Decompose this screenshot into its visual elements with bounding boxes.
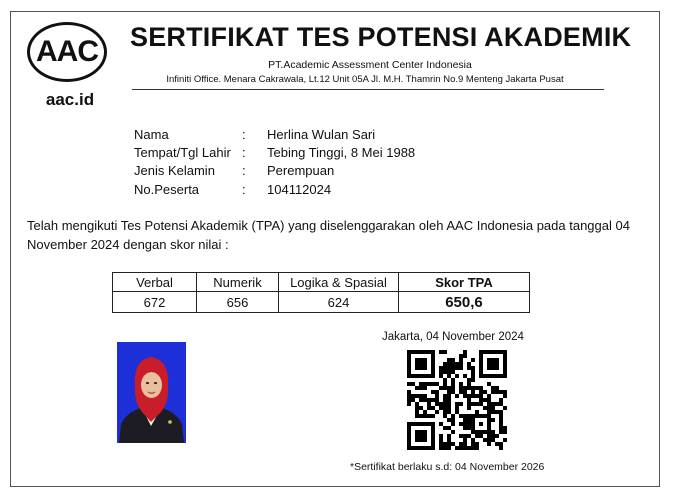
score-table: [112, 272, 530, 313]
info-separator: :: [242, 126, 246, 142]
header-skor-tpa: Skor TPA: [399, 273, 530, 292]
validity-note: *Sertifikat berlaku s.d: 04 November 2026: [350, 461, 545, 473]
info-row-participant-number: [134, 180, 415, 198]
info-separator: :: [242, 144, 246, 160]
certificate-title: SERTIFIKAT TES POTENSI AKADEMIK: [130, 22, 632, 52]
value-skor-tpa: 650,6: [399, 292, 530, 313]
header-verbal: Verbal: [113, 273, 197, 292]
info-row-gender: [134, 162, 415, 180]
info-row-birth: [134, 143, 415, 161]
portrait-image: [117, 342, 186, 443]
info-value: Tebing Tinggi, 8 Mei 1988: [267, 144, 416, 160]
logo-text: AAC: [36, 35, 98, 68]
info-label: Nama: [134, 126, 169, 142]
info-label: No.Peserta: [134, 181, 200, 197]
score-header-row: [113, 273, 530, 292]
score-value-row: [113, 292, 530, 313]
organization-name: PT.Academic Assessment Center Indonesia: [268, 59, 472, 71]
participant-photo: [117, 342, 186, 443]
header-logika-spasial: Logika & Spasial: [279, 273, 399, 292]
info-label: Jenis Kelamin: [134, 163, 215, 179]
value-logika-spasial: 624: [279, 292, 399, 313]
value-verbal: 672: [113, 292, 197, 313]
info-separator: :: [242, 163, 246, 179]
info-label: Tempat/Tgl Lahir: [134, 144, 231, 160]
info-separator: :: [242, 181, 246, 197]
info-value: Perempuan: [267, 163, 335, 179]
info-value: Herlina Wulan Sari: [267, 126, 376, 142]
organization-address: Infiniti Office. Menara Cakrawala, Lt.12 Unit 05A Jl. M.H. Thamrin No.9 Menteng Jakarta Pusat: [166, 74, 564, 85]
qr-code: [407, 350, 507, 450]
logo-domain: aac.id: [45, 90, 95, 109]
signature-place-date: Jakarta, 04 November 2024: [382, 331, 524, 343]
info-value: 104112024: [267, 181, 332, 197]
info-row-name: [134, 125, 415, 143]
value-numerik: 656: [197, 292, 279, 313]
header-divider: [132, 89, 604, 90]
aac-logo: [27, 22, 107, 82]
statement-text: Telah mengikuti Tes Potensi Akademik (TPA) yang diselenggarakan oleh AAC Indonesia pada tanggal 04 November 2024 dengan skor nilai :: [27, 218, 630, 252]
participant-info: [134, 125, 415, 198]
header-numerik: Numerik: [197, 273, 279, 292]
